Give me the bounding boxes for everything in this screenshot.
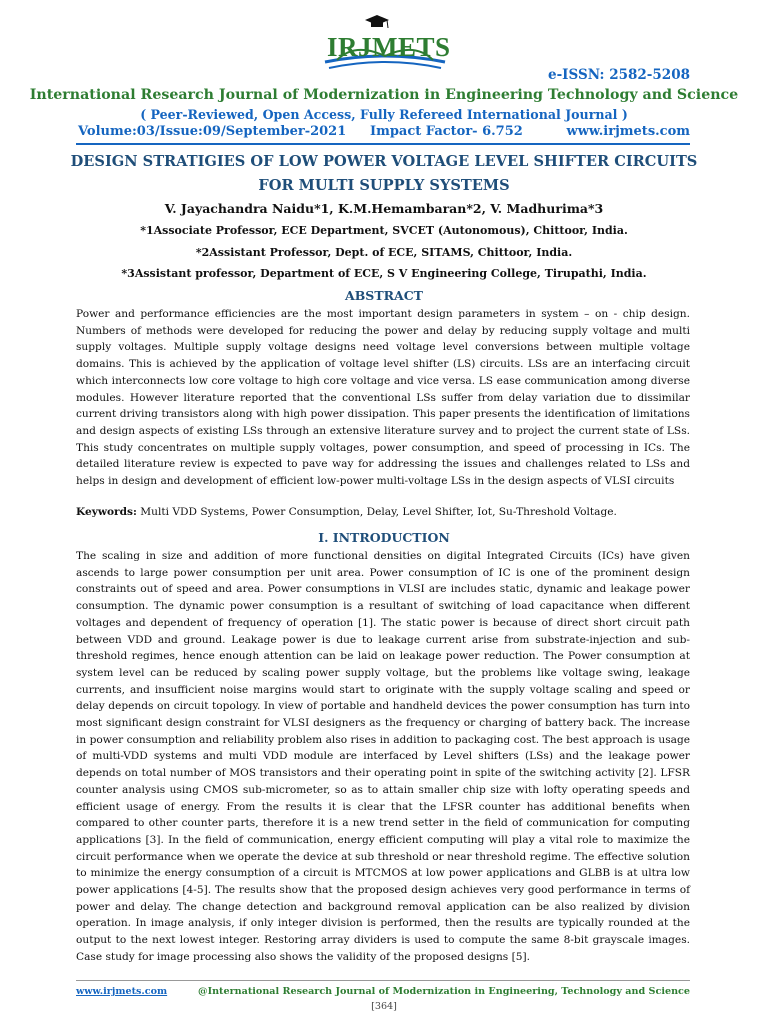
paper-title: DESIGN STRATIGIES OF LOW POWER VOLTAGE LEVEL SHIFTER CIRCUITS FOR MULTI SUPPLY SYSTEMS: [70, 153, 698, 194]
journal-logo: [315, 12, 455, 70]
authors: V. Jayachandra Naidu*1, K.M.Hemambaran*2, V. Madhurima*3: [164, 201, 604, 216]
issn: e-ISSN: 2582-5208: [547, 67, 690, 83]
keywords-label: Keywords:: [76, 506, 137, 518]
graduation-cap-icon: [365, 15, 389, 28]
affiliation-3: *3Assistant professor, Department of ECE, S V Engineering College, Tirupathi, India.: [121, 267, 647, 280]
footer-rule: [76, 980, 690, 981]
keywords-text: Multi VDD Systems, Power Consumption, Delay, Level Shifter, Iot, Su-Threshold Voltage.: [136, 506, 617, 518]
header-website: www.irjmets.com: [566, 124, 690, 139]
affiliation-1: *1Associate Professor, ECE Department, SVCET (Autonomous), Chittoor, India.: [140, 224, 628, 237]
footer-copyright: @International Research Journal of Modernization in Engineering, Technology and Science: [198, 986, 690, 997]
introduction-heading: I. INTRODUCTION: [318, 530, 450, 545]
abstract-heading: ABSTRACT: [345, 288, 423, 303]
header-rule: [76, 143, 690, 145]
logo-text: IRJMETS: [327, 32, 451, 62]
peer-review-note: ( Peer-Reviewed, Open Access, Fully Refereed International Journal ): [140, 107, 628, 122]
footer-website-link[interactable]: www.irjmets.com: [76, 986, 168, 997]
volume-issue: Volume:03/Issue:09/September-2021: [78, 124, 347, 139]
impact-factor: Impact Factor- 6.752: [370, 124, 523, 139]
introduction-text: The scaling in size and addition of more functional densities on digital Integrated Circuits (ICs) have given ascends to large power consumption per unit area. Power consumption of IC is one of the prominent design constraints out of speed and area. Power consumptions in VLSI are includes static, dynamic and leakage power consumption. The dynamic power consumption is a resultant of switching of load capacitance when different voltages and dependent of frequency of operation [1]. The static power is because of direct short circuit path between VDD and ground. Leakage power is due to leakage current arise from substrate-injection and sub-threshold regimes, hence enough attention can be laid on leakage power reduction. The Power consumption at system level can be reduced by scaling power supply voltage, but the problems like voltage swing, leakage currents, and insufficient noise margins would start to originate with the supply voltage scaling and speed or delay depends on circuit topology. In view of portable and handheld devices the power consumption has turn into most significant design constraint for VLSI designers as the frequency or charging of battery back. The increase in power consumption and reliability problem also rises in addition to packaging cost. The best approach is usage of multi-VDD systems and multi VDD module are interfaced by Level shifters (LSs) and the leakage power depends on total number of MOS transistors and their operating point in spite of the switching activity [2]. LFSR counter analysis using CMOS sub-micrometer, so as to attain smaller chip size with lofty operating speeds and efficient usage of energy. From the results it is clear that the LFSR counter has additional benefits when compared to other counter parts, therefore it is a new trend setter in the field of communication for computing applications [3]. In the field of communication, energy efficient computing will play a vital role to maximize the circuit performance when we operate the device at sub threshold or near threshold regime. The effective solution to minimize the energy consumption of a circuit is MTCMOS at low power applications and GLBB is at ultra low power applications [4-5]. The results show that the proposed design achieves very good performance in terms of power and delay. The change detection and background removal application can be also realized by division operation. In image analysis, if only integer division is performed, then the results are typically rounded at the output to the next lowest integer. Restoring array dividers is used to compute the same 8-bit grayscale images. Case study for image processing also shows the validity of the proposed designs [5].: [76, 550, 690, 963]
journal-title: International Research Journal of Modernization in Engineering Technology and Science: [29, 87, 739, 103]
abstract-text: Power and performance efficiencies are the most important design parameters in system – on - chip design. Numbers of methods were developed for reducing the power and delay by reducing supply voltage and multi supply voltages. Multiple supply voltage designs need voltage level conversions between multiple voltage domains. This is achieved by the application of voltage level shifter (LS) circuits. LSs are an interfacing circuit which interconnects low core voltage to high core voltage and vice versa. LS ease communication among diverse modules. However literature reported that the conventional LSs suffer from delay variation due to dissimilar current driving transistors along with high power dissipation. This paper presents the identification of limitations and design aspects of existing LSs through an extensive literature survey and to project the current state of LSs. This study concentrates on multiple supply voltages, power consumption, and speed of processing in ICs. The detailed literature review is expected to pave way for addressing the issues and challenges related to LSs and helps in design and development of efficient low-power multi-voltage LSs in the design aspects of VLSI circuits: [76, 308, 690, 488]
page-number: [364]: [371, 1001, 397, 1012]
keywords: [76, 506, 690, 518]
affiliation-2: *2Assistant Professor, Dept. of ECE, SITAMS, Chittoor, India.: [195, 246, 573, 259]
